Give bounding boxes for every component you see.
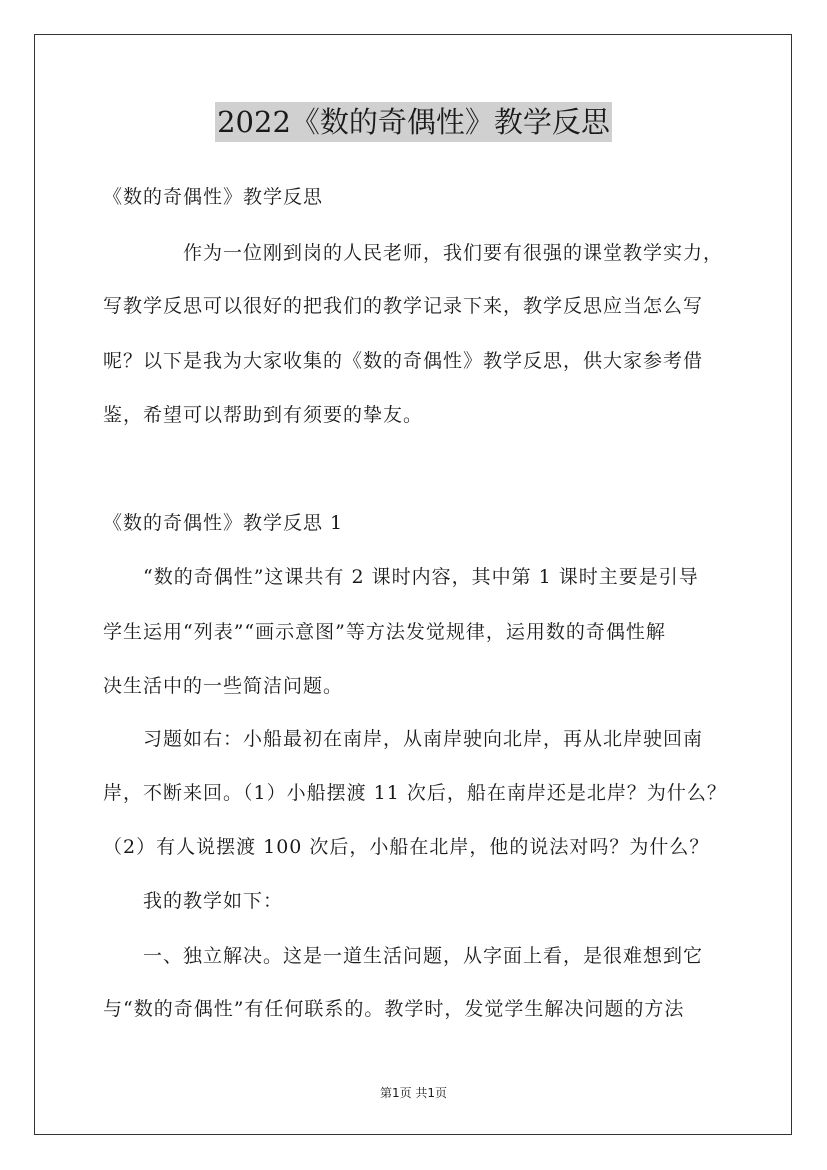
paragraph-line: 岸，不断来回。（1）小船摆渡 11 次后，船在南岸还是北岸？为什么？ — [103, 782, 727, 804]
paragraph-line: 一、独立解决。这是一道生活问题，从字面上看，是很难想到它 — [143, 945, 704, 967]
paragraph-line: 写教学反思可以很好的把我们的教学记录下来，教学反思应当怎么写 — [103, 295, 704, 317]
paragraph-line: 与“数的奇偶性”有任何联系的。教学时，发觉学生解决问题的方法 — [103, 998, 685, 1020]
paragraph-line: 我的教学如下： — [143, 890, 284, 912]
paragraph-line: 决生活中的一些简洁问题。 — [103, 675, 344, 697]
paragraph-line: 鉴，希望可以帮助到有须要的挚友。 — [103, 404, 424, 426]
paragraph-line: 作为一位刚到岗的人民老师，我们要有很强的课堂教学实力， — [183, 242, 724, 264]
section-heading: 《数的奇偶性》教学反思 — [103, 186, 324, 208]
document-title: 2022《数的奇偶性》教学反思 — [215, 102, 612, 142]
paragraph-line: 习题如右：小船最初在南岸，从南岸驶向北岸，再从北岸驶回南 — [143, 728, 704, 750]
paragraph-line: 学生运用“列表”“画示意图”等方法发觉规律，运用数的奇偶性解 — [103, 621, 666, 643]
paragraph-line: 呢？以下是我为大家收集的《数的奇偶性》教学反思，供大家参考借 — [103, 350, 704, 372]
section-heading: 《数的奇偶性》教学反思 1 — [103, 512, 344, 534]
page-number: 第1页 共1页 — [379, 1086, 448, 1100]
paragraph-line: “数的奇偶性”这课共有 2 课时内容，其中第 1 课时主要是引导 — [143, 566, 699, 588]
title-wrap — [0, 102, 827, 142]
paragraph-line: （2）有人说摆渡 100 次后，小船在北岸，他的说法对吗？为什么？ — [103, 836, 710, 858]
